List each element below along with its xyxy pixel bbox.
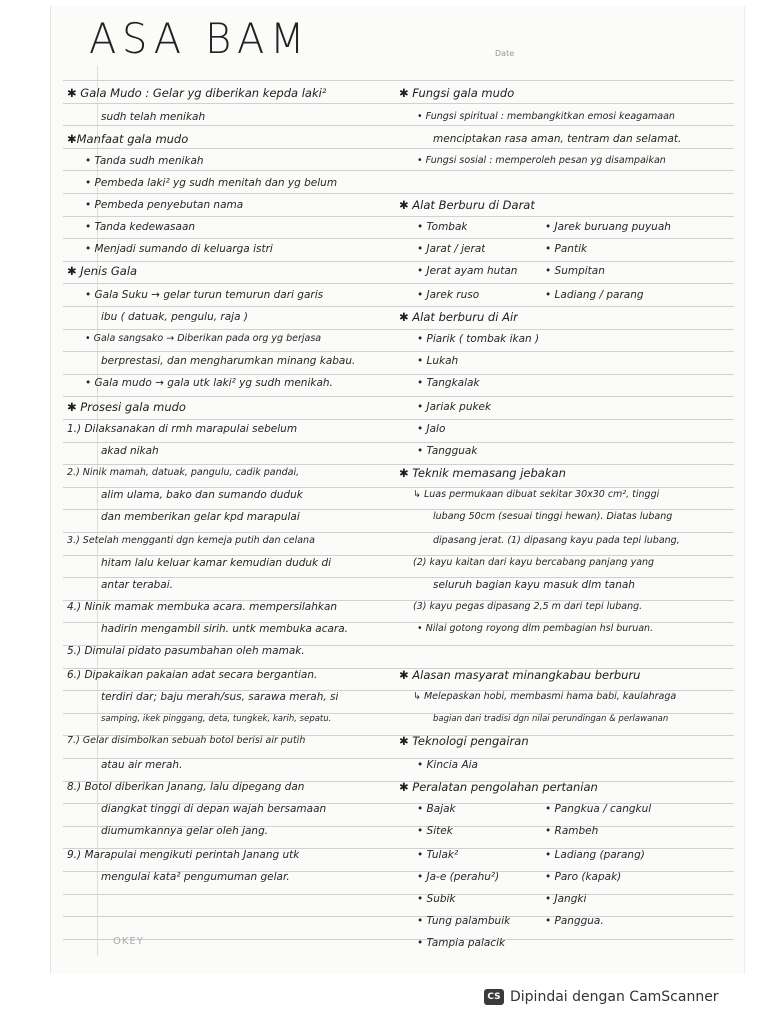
note-heading: ✱ Alasan masyarat minangkabau berburu xyxy=(399,668,641,682)
note-line: • Bajak xyxy=(417,803,456,815)
ruled-line xyxy=(63,261,734,262)
ruled-line xyxy=(63,283,734,284)
note-line: alim ulama, bako dan sumando duduk xyxy=(101,489,303,501)
camscanner-logo-icon: CS xyxy=(484,989,504,1005)
note-line: terdiri dar; baju merah/sus, sarawa merah, si xyxy=(101,691,339,703)
ruled-line xyxy=(63,170,734,171)
note-line: • Gala sangsako → Diberikan pada org yg berjasa xyxy=(85,333,322,344)
ruled-line xyxy=(63,442,734,443)
page-title: ASA BAM xyxy=(89,14,311,63)
ruled-line xyxy=(63,351,734,352)
ruled-line xyxy=(63,894,734,895)
note-line: • Jarat / jerat xyxy=(417,243,486,255)
ruled-line xyxy=(63,916,734,917)
note-line: hadirin mengambil sirih. untk membuka acara. xyxy=(101,623,349,635)
ruled-line xyxy=(63,193,734,194)
note-line: menciptakan rasa aman, tentram dan selamat. xyxy=(433,133,682,145)
note-line: • Tulak² xyxy=(417,849,459,861)
ruled-line xyxy=(63,329,734,330)
note-line: • Subik xyxy=(417,893,456,905)
note-line: ibu ( datuak, pengulu, raja ) xyxy=(101,311,248,323)
note-line: • Pembeda laki² yg sudh menitah dan yg belum xyxy=(85,177,338,189)
note-line: • Menjadi sumando di keluarga istri xyxy=(85,243,273,255)
note-line: • Jangki xyxy=(545,893,587,905)
note-line: 7.) Gelar disimbolkan sebuah botol berisi air putih xyxy=(67,735,306,746)
note-line: (2) kayu kaitan dari kayu bercabang panjang yang xyxy=(413,557,655,568)
note-heading: ✱ Peralatan pengolahan pertanian xyxy=(399,780,598,794)
note-line: • Jariak pukek xyxy=(417,401,492,413)
ruled-line xyxy=(63,306,734,307)
note-line: • Tangkalak xyxy=(417,377,480,389)
note-line: • Piarik ( tombak ikan ) xyxy=(417,333,540,345)
note-line: 9.) Marapulai mengikuti perintah Janang utk xyxy=(67,849,300,861)
note-line: • Sitek xyxy=(417,825,453,837)
ruled-line xyxy=(63,419,734,420)
note-line: • Lukah xyxy=(417,355,459,367)
note-line: • Pantik xyxy=(545,243,588,255)
note-line: • Tung palambuik xyxy=(417,915,511,927)
ruled-line xyxy=(63,103,734,104)
ruled-line xyxy=(63,80,734,81)
ruled-line xyxy=(63,148,734,149)
note-line: ↳ Melepaskan hobi, membasmi hama babi, kaulahraga xyxy=(413,691,677,702)
note-line: • Paro (kapak) xyxy=(545,871,622,883)
note-line: • Jarek buruang puyuah xyxy=(545,221,671,233)
note-line: berprestasi, dan mengharumkan minang kabau. xyxy=(101,355,356,367)
camscanner-text: Dipindai dengan CamScanner xyxy=(510,989,719,1005)
note-line: • Rambeh xyxy=(545,825,599,837)
note-line: • Gala mudo → gala utk laki² yg sudh menikah. xyxy=(85,377,333,389)
note-line: • Gala Suku → gelar turun temurun dari garis xyxy=(85,289,324,301)
note-line: • Pembeda penyebutan nama xyxy=(85,199,244,211)
note-heading: ✱ Fungsi gala mudo xyxy=(399,86,515,100)
note-line: 5.) Dimulai pidato pasumbahan oleh mamak. xyxy=(67,645,305,657)
note-line: 6.) Dipakaikan pakaian adat secara bergantian. xyxy=(67,669,318,681)
note-line: 8.) Botol diberikan Janang, lalu dipegang dan xyxy=(67,781,305,793)
note-line: bagian dari tradisi dgn nilai perundingan & perlawanan xyxy=(433,714,669,724)
ruled-line xyxy=(63,216,734,217)
note-line: • Sumpitan xyxy=(545,265,605,277)
note-heading: ✱Manfaat gala mudo xyxy=(67,132,189,146)
note-line: mengulai kata² pengumuman gelar. xyxy=(101,871,290,883)
date-label: Date xyxy=(495,49,515,58)
ruled-line xyxy=(63,396,734,397)
note-line: atau air merah. xyxy=(101,759,183,771)
note-line: ↳ Luas permukaan dibuat sekitar 30x30 cm², tinggi xyxy=(413,489,660,500)
note-line: seluruh bagian kayu masuk dlm tanah xyxy=(433,579,635,591)
note-heading: ✱ Prosesi gala mudo xyxy=(67,400,186,414)
note-line: dan memberikan gelar kpd marapulai xyxy=(101,511,300,523)
note-line: 2.) Ninik mamah, datuak, pangulu, cadik pandai, xyxy=(67,467,300,478)
note-heading: ✱ Teknik memasang jebakan xyxy=(399,466,566,480)
note-line: • Tombak xyxy=(417,221,468,233)
page-footer-mark: OKEY xyxy=(113,936,144,947)
note-line: • Ja-e (perahu²) xyxy=(417,871,500,883)
note-heading: ✱ Alat berburu di Air xyxy=(399,310,518,324)
note-line: lubang 50cm (sesuai tinggi hewan). Diatas lubang xyxy=(433,511,673,522)
note-line: • Pangkua / cangkul xyxy=(545,803,652,815)
ruled-line xyxy=(63,238,734,239)
camscanner-badge xyxy=(484,986,719,1008)
note-heading: ✱ Teknologi pengairan xyxy=(399,734,529,748)
note-line: diangkat tinggi di depan wajah bersamaan xyxy=(101,803,327,815)
ruled-line xyxy=(63,125,734,126)
note-heading: ✱ Jenis Gala xyxy=(67,264,138,278)
note-line: 4.) Ninik mamak membuka acara. mempersilahkan xyxy=(67,601,338,613)
note-line: • Ladiang (parang) xyxy=(545,849,645,861)
note-line: • Fungsi sosial : memperoleh pesan yg disampaikan xyxy=(417,155,666,166)
note-line: akad nikah xyxy=(101,445,159,457)
note-line: • Nilai gotong royong dlm pembagian hsl buruan. xyxy=(417,623,654,634)
ruled-line xyxy=(63,374,734,375)
note-line: 3.) Setelah mengganti dgn kemeja putih dan celana xyxy=(67,535,315,546)
note-line: • Tanda sudh menikah xyxy=(85,155,204,167)
note-line: 1.) Dilaksanakan di rmh marapulai sebelum xyxy=(67,423,298,435)
note-line: • Tanda kedewasaan xyxy=(85,221,196,233)
note-line: • Jerat ayam hutan xyxy=(417,265,518,277)
note-line: hitam lalu keluar kamar kemudian duduk di xyxy=(101,557,332,569)
note-line: samping, ikek pinggang, deta, tungkek, karih, sepatu. xyxy=(101,714,332,724)
note-line: • Panggua. xyxy=(545,915,604,927)
note-line: (3) kayu pegas dipasang 2,5 m dari tepi lubang. xyxy=(413,601,643,612)
note-line: antar terabai. xyxy=(101,579,173,591)
ruled-line xyxy=(63,939,734,940)
ruled-line xyxy=(63,532,734,533)
note-line: diumumkannya gelar oleh jang. xyxy=(101,825,269,837)
note-line: • Fungsi spiritual : membangkitkan emosi keagamaan xyxy=(417,111,675,122)
note-line: • Tangguak xyxy=(417,445,478,457)
note-heading: ✱ Gala Mudo : Gelar yg diberikan kepda laki² xyxy=(67,86,327,100)
note-line: • Jalo xyxy=(417,423,446,435)
notebook-page xyxy=(50,6,745,974)
note-line: sudh telah menikah xyxy=(101,111,206,123)
note-line: • Tampia palacik xyxy=(417,937,506,949)
note-line: • Kincia Aia xyxy=(417,759,478,771)
note-line: • Ladiang / parang xyxy=(545,289,644,301)
note-heading: ✱ Alat Berburu di Darat xyxy=(399,198,535,212)
note-line: • Jarek ruso xyxy=(417,289,480,301)
note-line: dipasang jerat. (1) dipasang kayu pada tepi lubang, xyxy=(433,535,680,546)
